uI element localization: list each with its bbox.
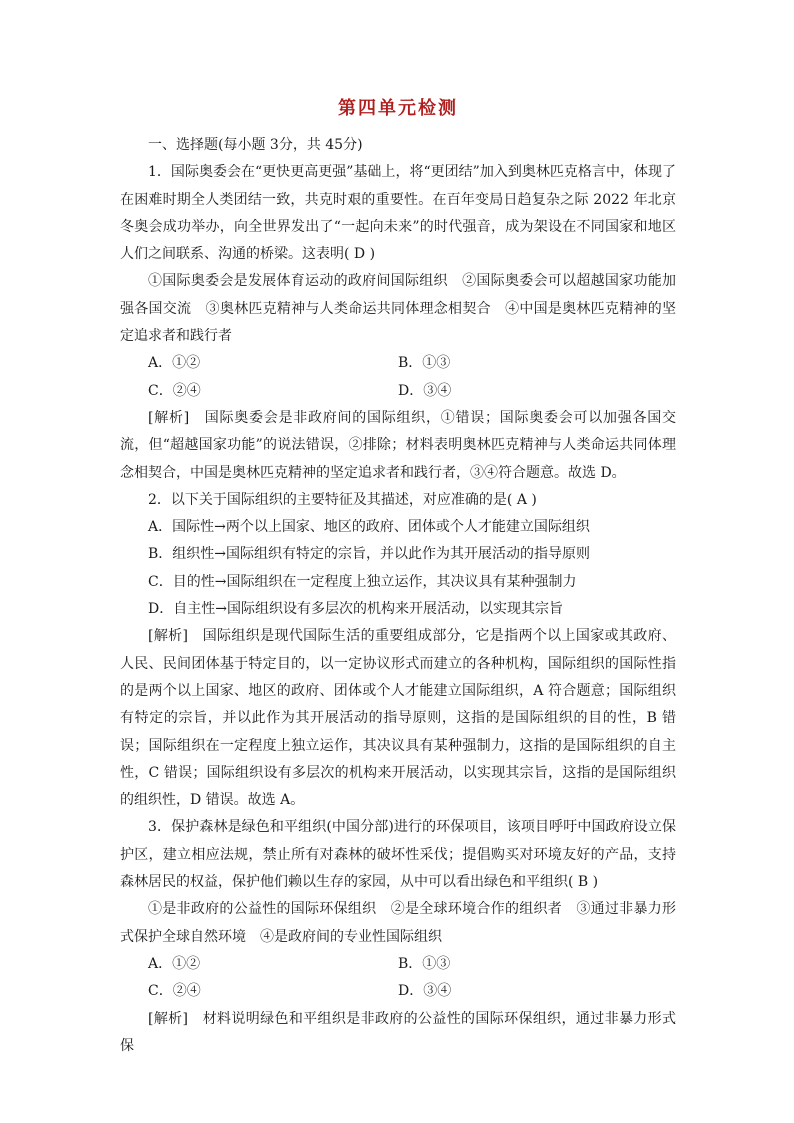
analysis-text: 国际奥委会是非政府间的国际组织，①错误；国际奥委会可以加强各国交流，但“超越国家功能”的说法错误，②排除；材料表明奥林匹克精神与人类命运共同体理念相契合，中国是奥林匹克精神的坚定追求者和践行者，③④符合题意。故选 D。 [120, 409, 677, 481]
analysis [120, 405, 676, 487]
question-stem: 3．保护森林是绿色和平组织(中国分部)进行的环保项目，该项目呼吁中国政府设立保护区，建立相应法规，禁止所有对森林的破坏性采伐；提倡购买对环境友好的产品，支持森林居民的权益，保护他们赖以生存的家园，从中可以看出绿色和平组织( B ) [120, 819, 676, 891]
analysis-tag: [解析] [148, 1010, 188, 1027]
option-a: A．①② [148, 955, 201, 972]
analysis-tag: [解析] [148, 409, 190, 426]
options-row [120, 378, 676, 405]
option-d: D．③④ [398, 983, 452, 1000]
question-stem: 1．国际奥委会在“更快更高更强”基础上，将“更团结”加入到奥林匹克格言中，体现了在困难时期全人类团结一致，共克时艰的重要性。在百年变局日趋复杂之际 2022 年北京冬奥会成功举办，向全世界发出了“一起向未来”的时代强音，成为架设在不同国家和地区人们之间联系、沟通的桥梁。这表明( D ) [120, 164, 676, 263]
question-stem: 2．以下关于国际组织的主要特征及其描述，对应准确的是( A ) [148, 491, 537, 508]
question-1 [120, 159, 676, 487]
options-row [120, 350, 676, 377]
section-heading: 一、选择题(每小题 3分，共 45分) [148, 137, 363, 153]
option-c: C．②④ [148, 382, 201, 399]
analysis-text: 材料说明绿色和平组织是非政府的公益性的国际环保组织，通过非暴力形式保 [120, 1010, 676, 1054]
options-row [120, 978, 676, 1005]
option-c: C．②④ [148, 983, 201, 1000]
option-b: B．①③ [398, 355, 451, 372]
analysis-tag: [解析] [148, 628, 188, 645]
option-d: D．③④ [398, 382, 452, 399]
analysis [120, 623, 676, 814]
option-b: B．①③ [398, 955, 451, 972]
choice-a: A．国际性→两个以上国家、地区的政府、团体或个人才能建立国际组织 [148, 519, 590, 536]
choice-c: C．目的性→国际组织在一定程度上独立运作，其决议具有某种强制力 [148, 573, 577, 590]
option-a: A．①② [148, 355, 201, 372]
question-statements: ①是非政府的公益性的国际环保组织 ②是全球环境合作的组织者 ③通过非暴力形式保护全球自然环境 ④是政府间的专业性国际组织 [120, 901, 676, 945]
page-title: 第四单元检测 [338, 98, 458, 119]
options-row [120, 951, 676, 978]
question-statements: ①国际奥委会是发展体育运动的政府间国际组织 ②国际奥委会可以超越国家功能加强各国交流 ③奥林匹克精神与人类命运共同体理念相契合 ④中国是奥林匹克精神的坚定追求者和践行者 [120, 273, 676, 345]
choice-d: D．自主性→国际组织设有多层次的机构来开展活动，以实现其宗旨 [148, 601, 563, 618]
choice-b: B．组织性→国际组织有特定的宗旨，并以此作为其开展活动的指导原则 [148, 546, 591, 563]
analysis [120, 1006, 676, 1061]
exam-page [120, 96, 676, 1060]
analysis-text: 国际组织是现代国际生活的重要组成部分，它是指两个以上国家或其政府、人民、民间团体基于特定目的，以一定协议形式而建立的各种机构，国际组织的国际性指的是两个以上国家、地区的政府、团体或个人才能建立国际组织，A 符合题意；国际组织有特定的宗旨，并以此作为其开展活动的指导原则，这指的是国际组织的目的性，B 错误；国际组织在一定程度上独立运作，其决议具有某种强制力，这指的是国际组织的自主性，C 错误；国际组织设有多层次的机构来开展活动，以实现其宗旨，这指的是国际组织的组织性，D 错误。故选 A。 [120, 628, 676, 809]
question-3 [120, 814, 676, 1060]
question-2 [120, 487, 676, 815]
